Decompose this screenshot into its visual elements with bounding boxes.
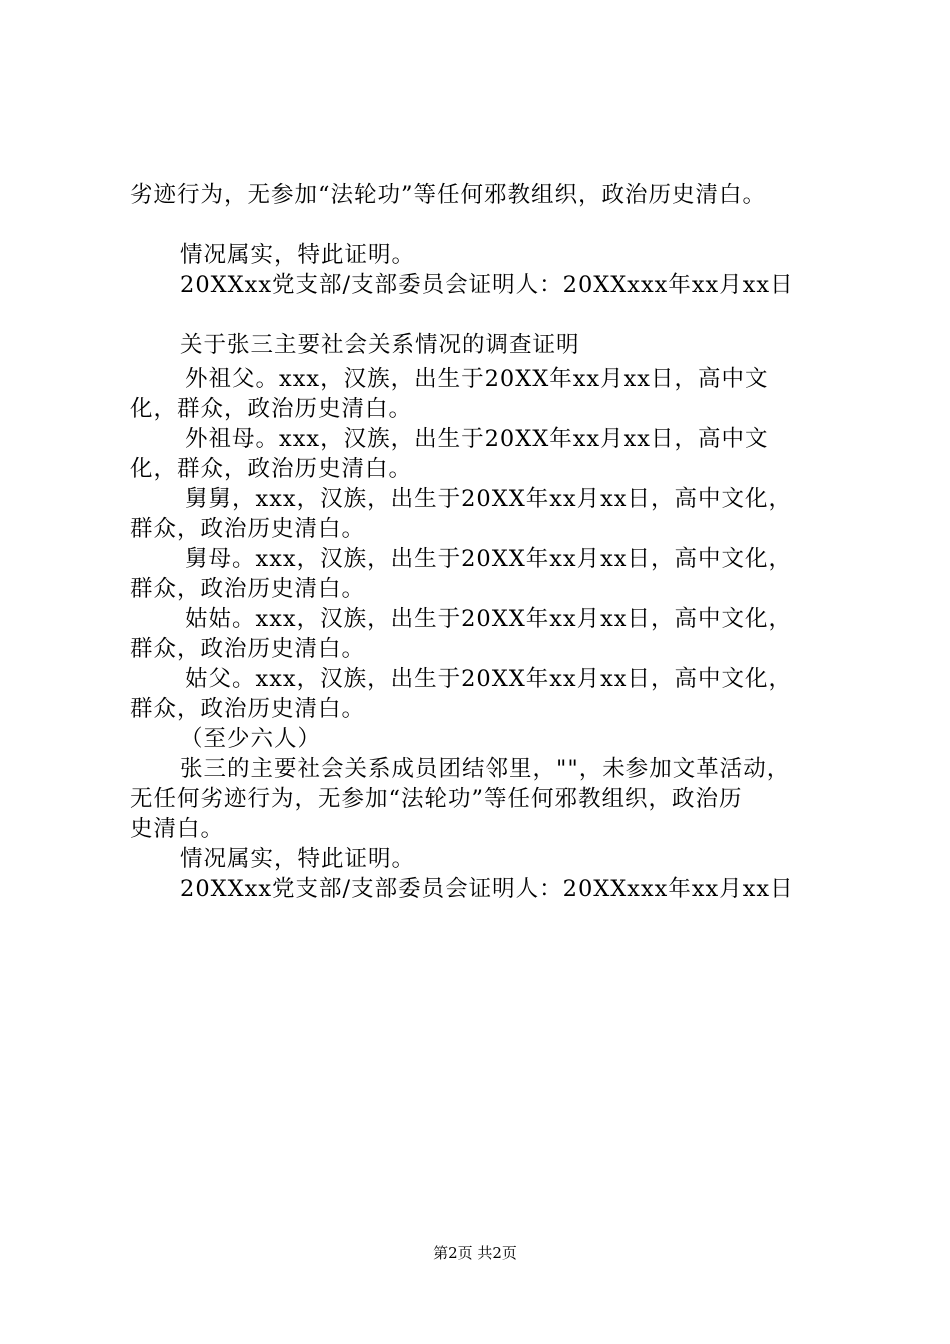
relation-line: 姑父。xxx，汉族，出生于20XX年xx月xx日，高中文化，: [185, 666, 792, 692]
relation-line: 化，群众，政治历史清白。: [130, 456, 413, 482]
relation-line: 舅舅，xxx，汉族，出生于20XX年xx月xx日，高中文化，: [185, 486, 792, 512]
relation-line: 群众，政治历史清白。: [130, 516, 366, 542]
paragraph-line: 劣迹行为，无参加“法轮功”等任何邪教组织，政治历史清白。: [130, 182, 767, 208]
relation-line: 外祖父。xxx，汉族，出生于20XX年xx月xx日，高中文: [185, 366, 769, 392]
relation-line: 群众，政治历史清白。: [130, 576, 366, 602]
paragraph-line: 张三的主要社会关系成员团结邻里，""，未参加文革活动，: [180, 756, 791, 782]
relation-line: 群众，政治历史清白。: [130, 636, 366, 662]
paragraph-line: 无任何劣迹行为，无参加“法轮功”等任何邪教组织，政治历: [130, 786, 743, 812]
paragraph-line: 情况属实，特此证明。: [180, 242, 416, 268]
signature-line: 20XXxx党支部/支部委员会证明人：20XXxxx年xx月xx日: [180, 272, 794, 298]
signature-line: 20XXxx党支部/支部委员会证明人：20XXxxx年xx月xx日: [180, 876, 794, 902]
relation-line: 舅母。xxx，汉族，出生于20XX年xx月xx日，高中文化，: [185, 546, 792, 572]
paragraph-line: 情况属实，特此证明。: [180, 846, 416, 872]
relation-line: 群众，政治历史清白。: [130, 696, 366, 722]
section-title: 关于张三主要社会关系情况的调查证明: [180, 332, 580, 358]
page-number: 第2页 共2页: [433, 1244, 517, 1262]
relation-line: 化，群众，政治历史清白。: [130, 396, 413, 422]
paragraph-line: 史清白。: [130, 816, 225, 842]
relation-line: 姑姑。xxx，汉族，出生于20XX年xx月xx日，高中文化，: [185, 606, 792, 632]
relation-line: 外祖母。xxx，汉族，出生于20XX年xx月xx日，高中文: [185, 426, 769, 452]
note-line: （至少六人）: [180, 726, 322, 752]
